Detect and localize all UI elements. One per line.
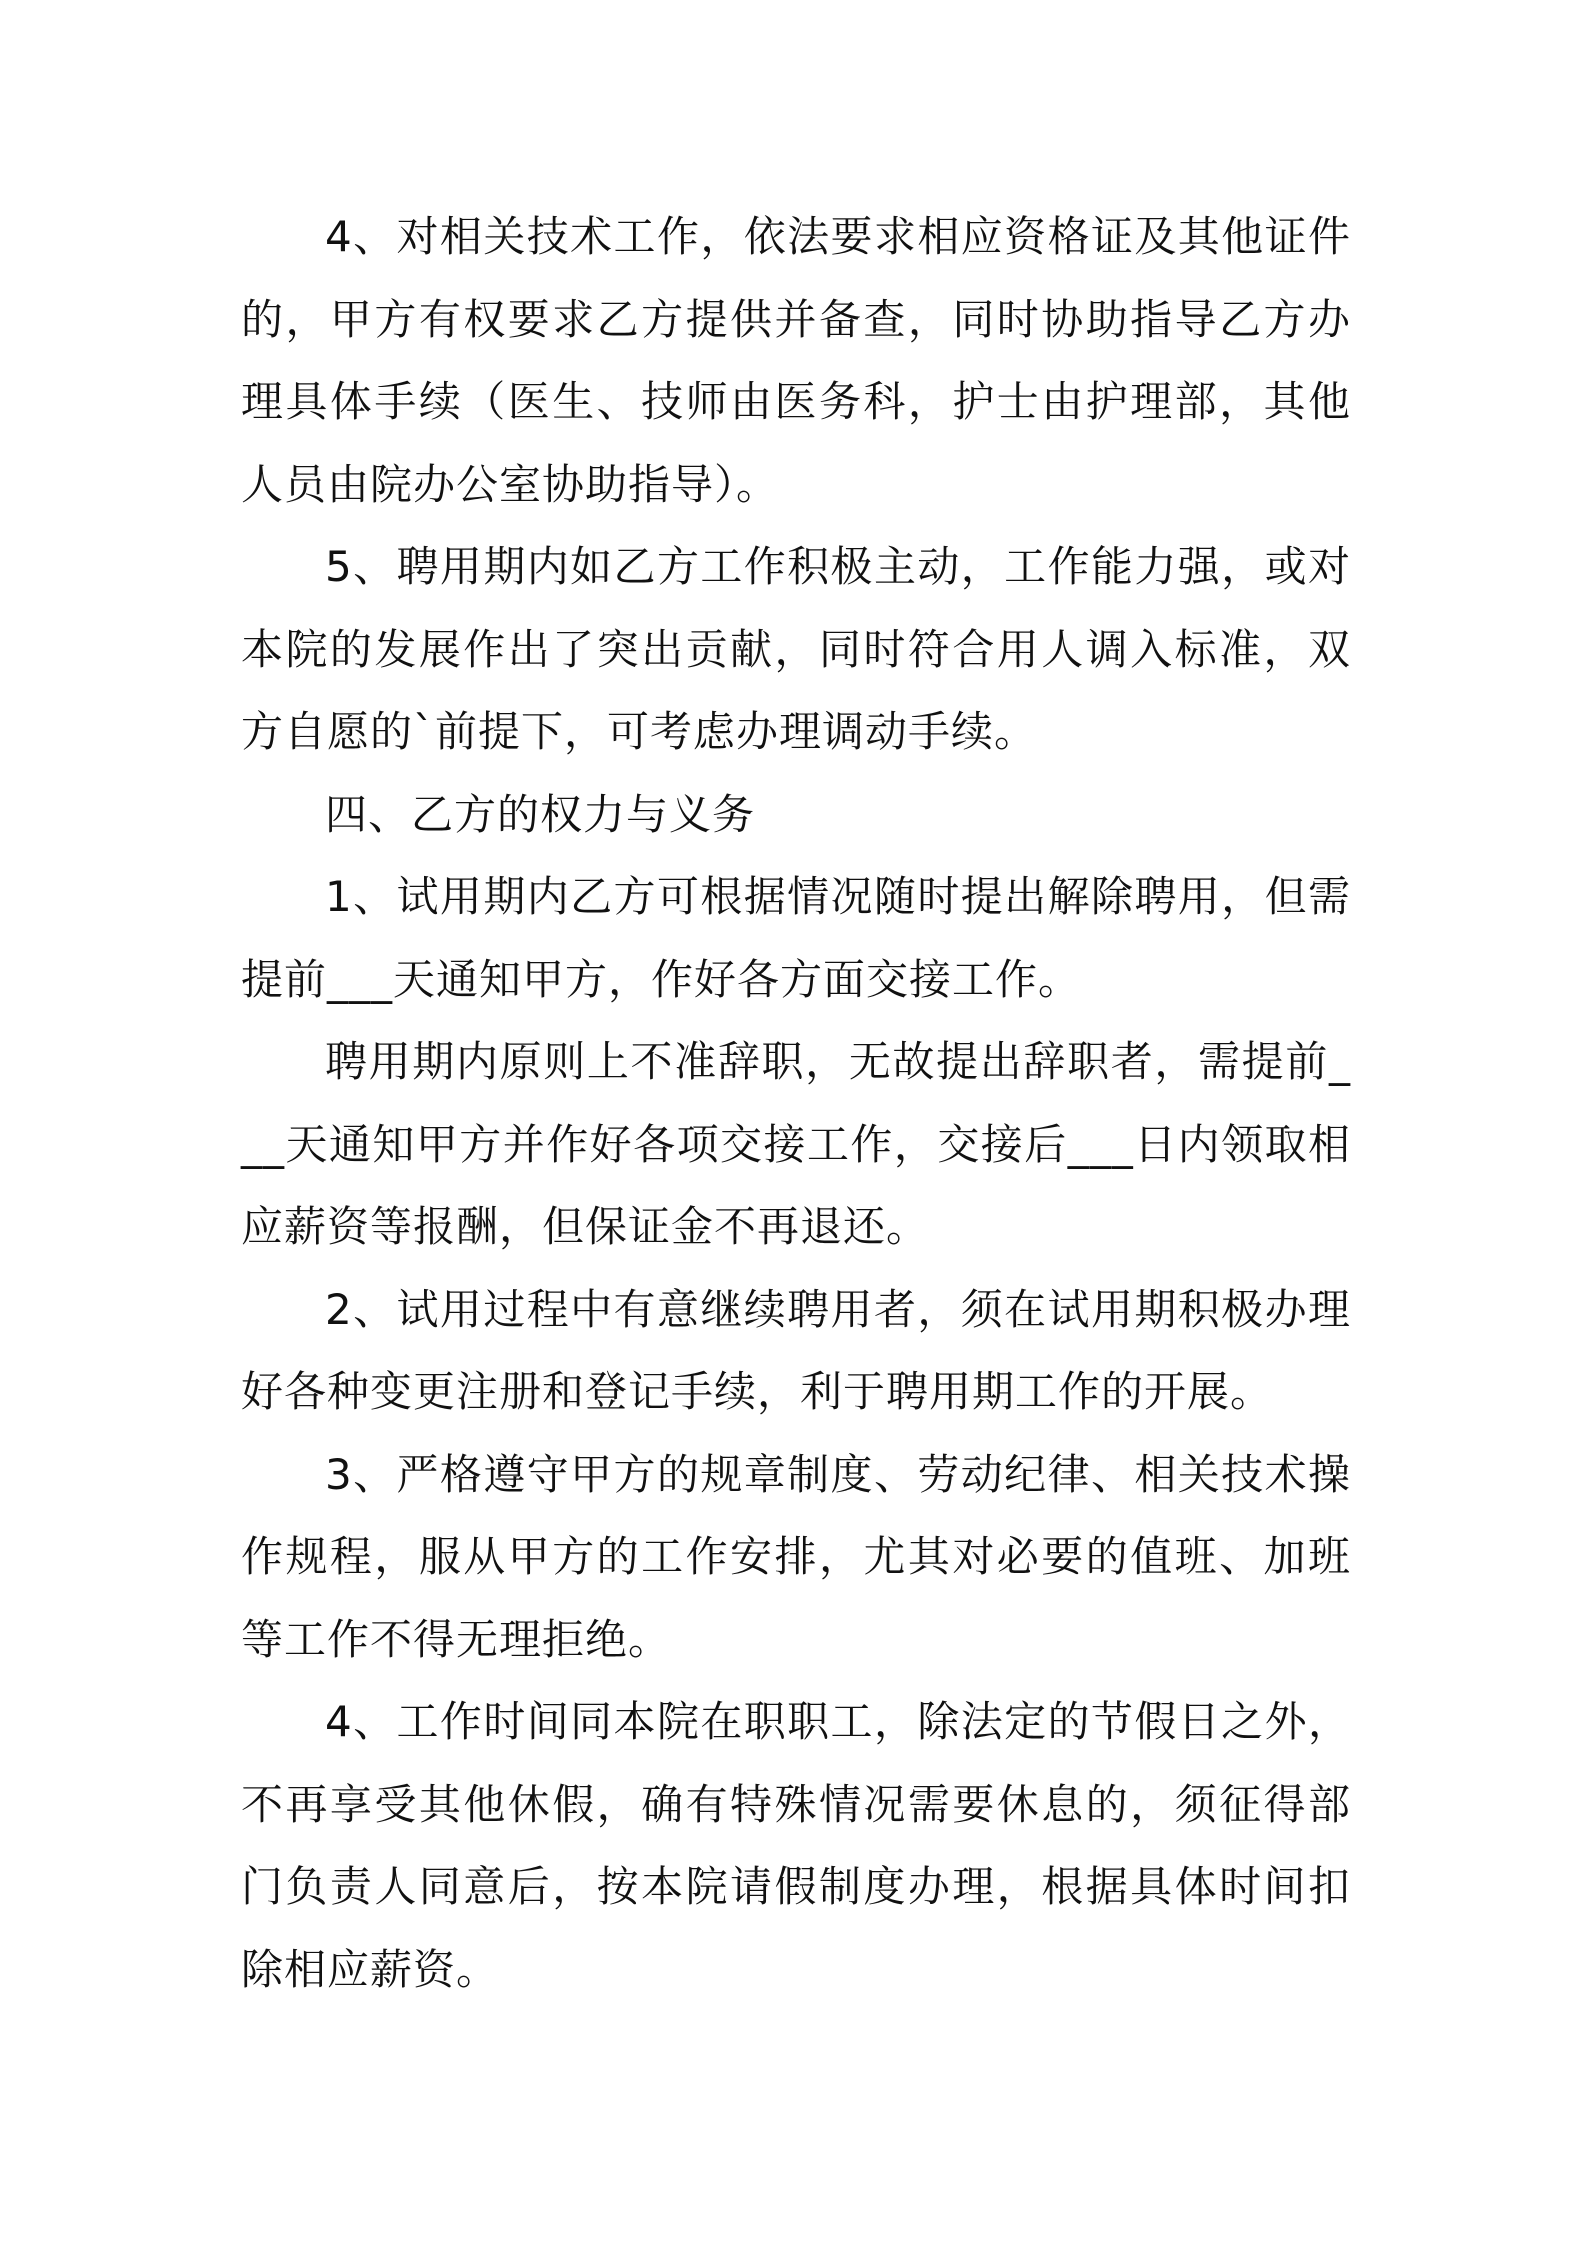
paragraph-clause-4-working-hours: 4、工作时间同本院在职职工，除法定的节假日之外，不再享受其他休假，确有特殊情况需要休息的，须征得部门负责人同意后，按本院请假制度办理，根据具体时间扣除相应薪资。 (241, 1697, 1351, 1994)
paragraph-clause-4-certificates: 4、对相关技术工作，依法要求相应资格证及其他证件的，甲方有权要求乙方提供并备查，同时协助指导乙方办理具体手续（医生、技师由医务科，护士由护理部，其他人员由院办公室协助指导）。 (241, 212, 1351, 509)
paragraph-clause-3-rules: 3、严格遵守甲方的规章制度、劳动纪律、相关技术操作规程，服从甲方的工作安排，尤其对必要的值班、加班等工作不得无理拒绝。 (241, 1449, 1351, 1664)
section-heading-rights-duties: 四、乙方的权力与义务 (325, 789, 756, 839)
document-body (241, 196, 1351, 2011)
paragraph-clause-1-termination: 1、试用期内乙方可根据情况随时提出解除聘用，但需提前___天通知甲方，作好各方面交接工作。 (241, 872, 1351, 1004)
paragraph-clause-5-transfer: 5、聘用期内如乙方工作积极主动，工作能力强，或对本院的发展作出了突出贡献，同时符合用人调入标准，双方自愿的`前提下，可考虑办理调动手续。 (241, 542, 1351, 756)
paragraph-resignation: 聘用期内原则上不准辞职，无故提出辞职者，需提前___天通知甲方并作好各项交接工作，交接后___日内领取相应薪资等报酬，但保证金不再退还。 (241, 1037, 1351, 1251)
paragraph-clause-2-registration: 2、试用过程中有意继续聘用者，须在试用期积极办理好各种变更注册和登记手续，利于聘用期工作的开展。 (241, 1284, 1351, 1416)
